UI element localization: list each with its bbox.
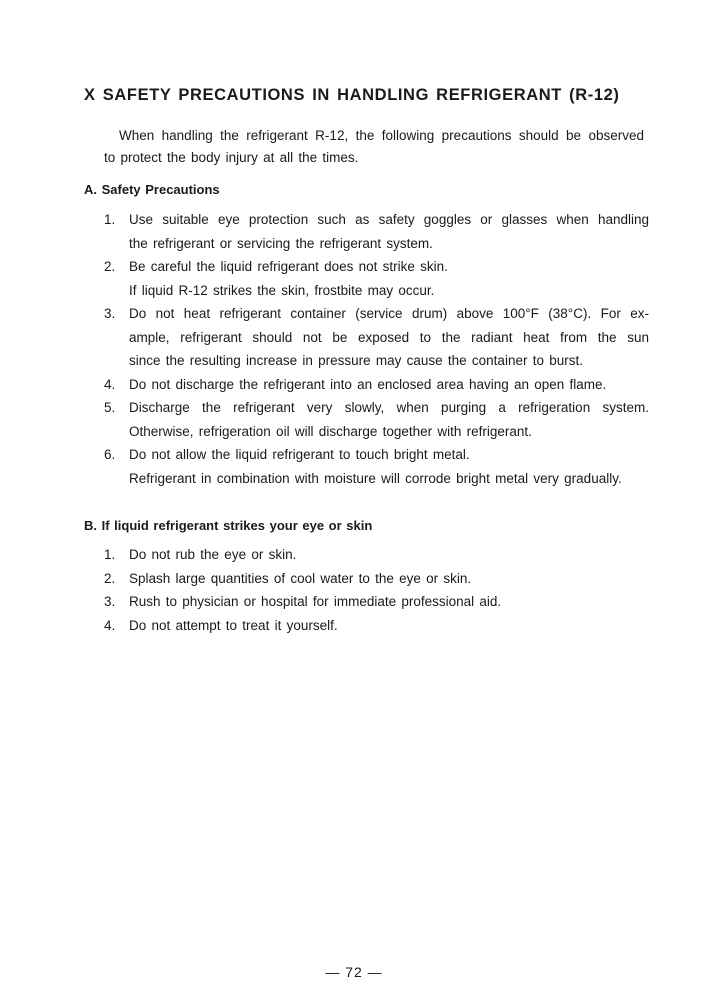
list-item-text: Do not attempt to treat it yourself. xyxy=(129,617,338,633)
section-a-heading: A. Safety Precautions xyxy=(84,182,220,197)
list-item xyxy=(104,567,649,591)
list-item-text: Otherwise, refrigeration oil will discharge together with refrigerant. xyxy=(129,423,532,439)
list-item-number: 1. xyxy=(104,547,116,562)
list-item xyxy=(104,208,649,255)
list-item-text: Refrigerant in combination with moisture will corrode bright metal very gradually. xyxy=(129,470,622,486)
list-item-number: 1. xyxy=(104,212,116,227)
list-item-number: 4. xyxy=(104,376,116,392)
list-item-number: 3. xyxy=(104,306,116,321)
list-item xyxy=(104,543,649,567)
section-b-list xyxy=(104,543,649,637)
list-item-text: If liquid R-12 strikes the skin, frostbite may occur. xyxy=(129,282,435,298)
list-item-text: ample, refrigerant should not be exposed to the radiant heat from the sun xyxy=(129,329,649,345)
intro-line-2: to protect the body injury at all the times. xyxy=(104,150,359,165)
list-item-text: Do not discharge the refrigerant into an enclosed area having an open flame. xyxy=(129,376,607,392)
list-item-number: 5. xyxy=(104,400,116,415)
list-item-text: the refrigerant or servicing the refrigerant system. xyxy=(129,235,433,251)
list-item-number: 3. xyxy=(104,594,116,609)
list-item-text: Do not rub the eye or skin. xyxy=(129,547,297,562)
list-item xyxy=(104,614,649,638)
intro-paragraph xyxy=(104,125,644,169)
list-item-number: 2. xyxy=(104,570,116,586)
list-item-text: Be careful the liquid refrigerant does not strike skin. xyxy=(129,259,448,274)
list-item-text: Use suitable eye protection such as safety goggles or glasses when handling xyxy=(129,212,649,227)
list-item-text: Splash large quantities of cool water to the eye or skin. xyxy=(129,570,472,586)
list-item-text: Discharge the refrigerant very slowly, when purging a refrigeration system. xyxy=(129,400,649,415)
list-item-number: 2. xyxy=(104,259,116,274)
list-item xyxy=(104,590,649,614)
list-item-text: Do not heat refrigerant container (service drum) above 100°F (38°C). For ex- xyxy=(129,306,649,321)
list-item xyxy=(104,396,649,443)
list-item-number: 4. xyxy=(104,617,116,633)
list-item-text: Do not allow the liquid refrigerant to touch bright metal. xyxy=(129,447,470,462)
list-item xyxy=(104,302,649,373)
list-item xyxy=(104,373,649,397)
page-title: X SAFETY PRECAUTIONS IN HANDLING REFRIGERANT (R-12) xyxy=(84,86,620,104)
section-b-heading: B. If liquid refrigerant strikes your eye or skin xyxy=(84,518,373,533)
list-item xyxy=(104,443,649,490)
list-item xyxy=(104,255,649,302)
list-item-text: Rush to physician or hospital for immediate professional aid. xyxy=(129,594,502,609)
list-item-text: since the resulting increase in pressure may cause the container to burst. xyxy=(129,353,583,368)
section-a-list xyxy=(104,208,649,490)
intro-line-1: When handling the refrigerant R-12, the following precautions should be observed xyxy=(119,128,644,143)
page-number: — 72 — xyxy=(325,964,383,980)
list-item-number: 6. xyxy=(104,447,116,462)
